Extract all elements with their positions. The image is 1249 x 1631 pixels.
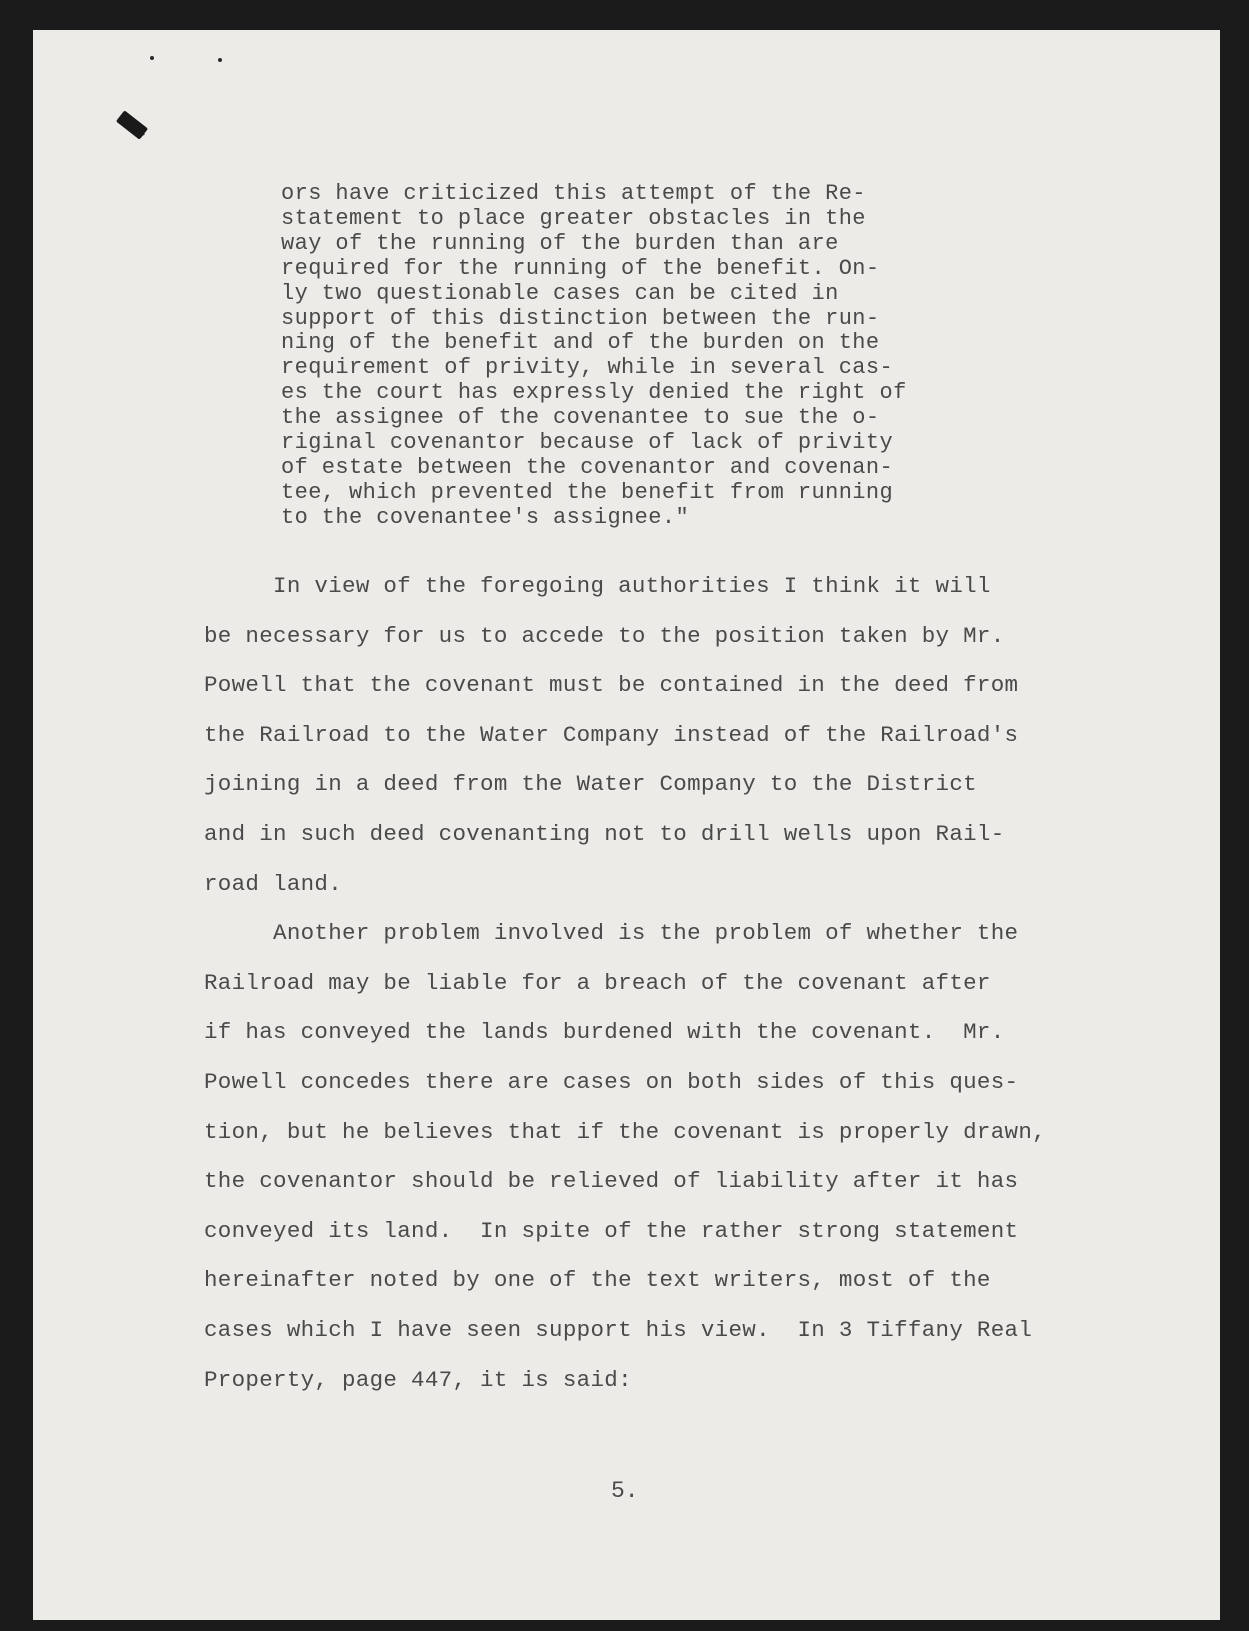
body-line: if has conveyed the lands burdened with the covenant. Mr. xyxy=(204,1019,1005,1046)
block-quote xyxy=(281,182,907,531)
body-line: tion, but he believes that if the covenant is properly drawn, xyxy=(204,1118,1046,1145)
body-line: Powell that the covenant must be contained in the deed from xyxy=(204,672,1019,699)
quote-line: es the court has expressly denied the right of xyxy=(281,380,907,406)
speck-mark xyxy=(218,58,222,62)
body-line: Powell concedes there are cases on both sides of this ques- xyxy=(204,1068,1019,1095)
body-line: conveyed its land. In spite of the rather strong statement xyxy=(204,1217,1019,1244)
quote-line: riginal covenantor because of lack of privity xyxy=(281,430,894,456)
document-page xyxy=(33,30,1220,1620)
quote-line: tee, which prevented the benefit from running xyxy=(281,479,894,505)
quote-line: way of the running of the burden than are xyxy=(281,230,839,256)
quote-line: support of this distinction between the run- xyxy=(281,305,880,331)
body-text xyxy=(204,562,1046,1405)
quote-line: statement to place greater obstacles in the xyxy=(281,205,866,231)
body-line: the Railroad to the Water Company instead of the Railroad's xyxy=(204,721,1019,748)
quote-line: required for the running of the benefit. On- xyxy=(281,255,880,281)
quote-line: the assignee of the covenantee to sue the o- xyxy=(281,405,880,431)
body-line: Another problem involved is the problem of whether the xyxy=(204,920,1019,947)
quote-line: ning of the benefit and of the burden on the xyxy=(281,330,880,356)
quote-line: requirement of privity, while in several cas- xyxy=(281,355,894,381)
speck-mark xyxy=(150,56,154,60)
body-line: Railroad may be liable for a breach of the covenant after xyxy=(204,969,991,996)
body-line: the covenantor should be relieved of liability after it has xyxy=(204,1168,1019,1195)
body-line: joining in a deed from the Water Company to the District xyxy=(204,771,977,798)
quote-line: ly two questionable cases can be cited in xyxy=(281,280,839,306)
body-line: Property, page 447, it is said: xyxy=(204,1366,632,1393)
body-line: be necessary for us to accede to the position taken by Mr. xyxy=(204,622,1005,649)
quote-line: ors have criticized this attempt of the Re- xyxy=(281,181,866,206)
quote-line: to the covenantee's assignee." xyxy=(281,504,690,530)
body-line: hereinafter noted by one of the text writers, most of the xyxy=(204,1267,991,1294)
body-line: and in such deed covenanting not to drill wells upon Rail- xyxy=(204,820,1005,847)
quote-line: of estate between the covenantor and covenan- xyxy=(281,454,894,480)
body-line: In view of the foregoing authorities I think it will xyxy=(204,573,991,599)
body-line: cases which I have seen support his view. In 3 Tiffany Real xyxy=(204,1316,1033,1343)
body-line: road land. xyxy=(204,870,343,897)
page-number: 5. xyxy=(611,1478,639,1504)
